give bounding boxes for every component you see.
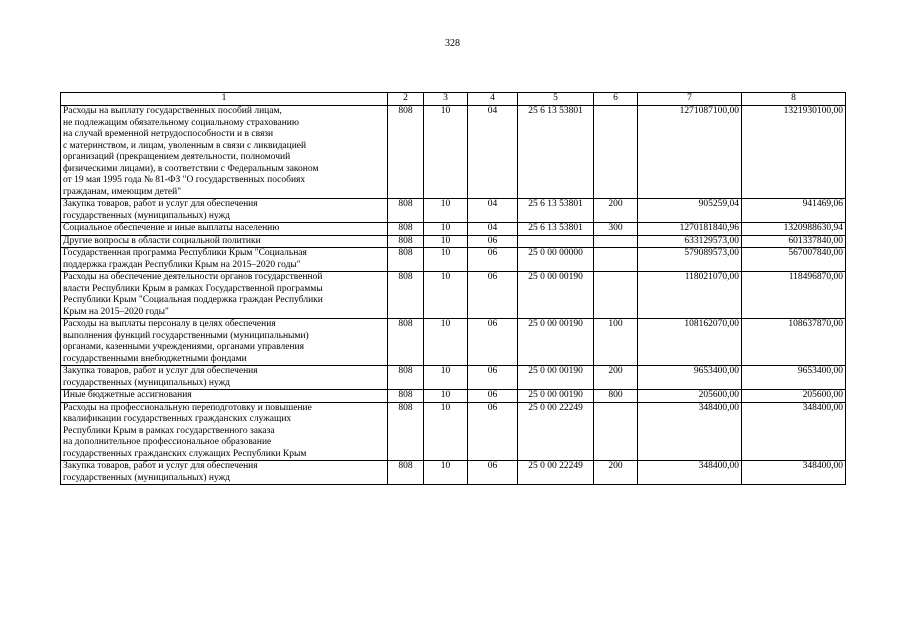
code-expense-type <box>594 248 638 272</box>
amount-year-2: 205600,00 <box>742 390 846 403</box>
table-row <box>61 235 846 248</box>
code-ministry: 808 <box>388 461 424 485</box>
code-subsection: 06 <box>468 319 518 366</box>
code-subsection: 06 <box>468 366 518 390</box>
row-name: Расходы на обеспечение деятельности органов государственной власти Республики Крым в рамках Государственной программы Республики Крым "Социальная поддержка граждан Республики Крым на 2015–2020 годы" <box>61 272 388 319</box>
row-name: Другие вопросы в области социальной политики <box>61 235 388 248</box>
code-target: 25 0 00 00190 <box>518 272 594 319</box>
table-row <box>61 106 846 199</box>
amount-year-1: 633129573,00 <box>638 235 742 248</box>
amount-year-1: 118021070,00 <box>638 272 742 319</box>
code-expense-type <box>594 235 638 248</box>
code-target: 25 0 00 00190 <box>518 390 594 403</box>
code-ministry: 808 <box>388 366 424 390</box>
amount-year-1: 108162070,00 <box>638 319 742 366</box>
code-ministry: 808 <box>388 106 424 199</box>
code-expense-type <box>594 402 638 461</box>
amount-year-2: 9653400,00 <box>742 366 846 390</box>
table-row <box>61 402 846 461</box>
table-row <box>61 272 846 319</box>
code-ministry: 808 <box>388 199 424 223</box>
row-name: Иные бюджетные ассигнования <box>61 390 388 403</box>
amount-year-1: 1270181840,96 <box>638 223 742 236</box>
code-subsection: 06 <box>468 402 518 461</box>
code-target: 25 0 00 22249 <box>518 402 594 461</box>
code-expense-type <box>594 272 638 319</box>
code-expense-type: 100 <box>594 319 638 366</box>
code-ministry: 808 <box>388 235 424 248</box>
table-row <box>61 390 846 403</box>
code-section: 10 <box>424 402 468 461</box>
code-ministry: 808 <box>388 223 424 236</box>
amount-year-1: 579089573,00 <box>638 248 742 272</box>
code-ministry: 808 <box>388 248 424 272</box>
code-subsection: 04 <box>468 106 518 199</box>
code-target: 25 0 00 00000 <box>518 248 594 272</box>
code-section: 10 <box>424 366 468 390</box>
amount-year-1: 348400,00 <box>638 402 742 461</box>
amount-year-1: 205600,00 <box>638 390 742 403</box>
code-section: 10 <box>424 106 468 199</box>
code-section: 10 <box>424 223 468 236</box>
row-name: Расходы на выплату государственных пособий лицам, не подлежащим обязательному социальному страхованию на случай временной нетрудоспособности и в связи с материнством, и лицам, уволенным в связи с ликвидацией организаций (прекращением деятельности, полномочий физическими лицами), в соответствии с Федеральным законом от 19 мая 1995 года № 81-ФЗ "О государственных пособиях гражданам, имеющим детей" <box>61 106 388 199</box>
code-section: 10 <box>424 248 468 272</box>
code-subsection: 06 <box>468 272 518 319</box>
amount-year-2: 1320988630,94 <box>742 223 846 236</box>
code-target: 25 6 13 53801 <box>518 199 594 223</box>
code-subsection: 06 <box>468 235 518 248</box>
amount-year-1: 9653400,00 <box>638 366 742 390</box>
row-name: Закупка товаров, работ и услуг для обеспечения государственных (муниципальных) нужд <box>61 461 388 485</box>
amount-year-2: 941469,06 <box>742 199 846 223</box>
code-target: 25 0 00 00190 <box>518 366 594 390</box>
code-ministry: 808 <box>388 272 424 319</box>
code-section: 10 <box>424 319 468 366</box>
amount-year-1: 905259,04 <box>638 199 742 223</box>
row-name: Социальное обеспечение и иные выплаты населению <box>61 223 388 236</box>
table-row <box>61 223 846 236</box>
amount-year-2: 348400,00 <box>742 461 846 485</box>
column-header: 4 <box>468 93 518 106</box>
code-subsection: 06 <box>468 248 518 272</box>
table-body <box>61 106 846 485</box>
row-name: Закупка товаров, работ и услуг для обеспечения государственных (муниципальных) нужд <box>61 199 388 223</box>
code-section: 10 <box>424 235 468 248</box>
column-header: 2 <box>388 93 424 106</box>
code-expense-type <box>594 106 638 199</box>
column-header: 6 <box>594 93 638 106</box>
table-row <box>61 366 846 390</box>
code-ministry: 808 <box>388 390 424 403</box>
amount-year-1: 348400,00 <box>638 461 742 485</box>
code-subsection: 04 <box>468 223 518 236</box>
column-header: 8 <box>742 93 846 106</box>
table-row <box>61 248 846 272</box>
column-header: 7 <box>638 93 742 106</box>
page-number: 328 <box>445 38 460 49</box>
amount-year-2: 601337840,00 <box>742 235 846 248</box>
amount-year-2: 108637870,00 <box>742 319 846 366</box>
code-expense-type: 200 <box>594 199 638 223</box>
code-expense-type: 200 <box>594 366 638 390</box>
column-header: 1 <box>61 93 388 106</box>
column-header: 5 <box>518 93 594 106</box>
code-subsection: 06 <box>468 390 518 403</box>
code-section: 10 <box>424 272 468 319</box>
code-expense-type: 800 <box>594 390 638 403</box>
amount-year-2: 1321930100,00 <box>742 106 846 199</box>
code-expense-type: 300 <box>594 223 638 236</box>
amount-year-1: 1271087100,00 <box>638 106 742 199</box>
row-name: Расходы на выплаты персоналу в целях обеспечения выполнения функций государственными (муниципальными) органами, казенными учреждениями, органами управления государственными внебюджетными фондами <box>61 319 388 366</box>
row-name: Государственная программа Республики Крым "Социальная поддержка граждан Республики Крым на 2015–2020 годы" <box>61 248 388 272</box>
header-row <box>61 93 846 106</box>
code-target: 25 6 13 53801 <box>518 106 594 199</box>
code-target: 25 6 13 53801 <box>518 223 594 236</box>
amount-year-2: 348400,00 <box>742 402 846 461</box>
table-row <box>61 319 846 366</box>
code-ministry: 808 <box>388 319 424 366</box>
code-section: 10 <box>424 461 468 485</box>
table-row <box>61 199 846 223</box>
code-subsection: 06 <box>468 461 518 485</box>
code-target <box>518 235 594 248</box>
amount-year-2: 118496870,00 <box>742 272 846 319</box>
table-row <box>61 461 846 485</box>
column-header: 3 <box>424 93 468 106</box>
code-subsection: 04 <box>468 199 518 223</box>
row-name: Закупка товаров, работ и услуг для обеспечения государственных (муниципальных) нужд <box>61 366 388 390</box>
code-section: 10 <box>424 199 468 223</box>
budget-table <box>60 92 846 485</box>
amount-year-2: 567007840,00 <box>742 248 846 272</box>
code-target: 25 0 00 22249 <box>518 461 594 485</box>
code-expense-type: 200 <box>594 461 638 485</box>
code-section: 10 <box>424 390 468 403</box>
code-ministry: 808 <box>388 402 424 461</box>
code-target: 25 0 00 00190 <box>518 319 594 366</box>
row-name: Расходы на профессиональную переподготовку и повышение квалификации государственных гражданских служащих Республики Крым в рамках государственного заказа на дополнительное профессиональное образование государственных гражданских служащих Республики Крым <box>61 402 388 461</box>
